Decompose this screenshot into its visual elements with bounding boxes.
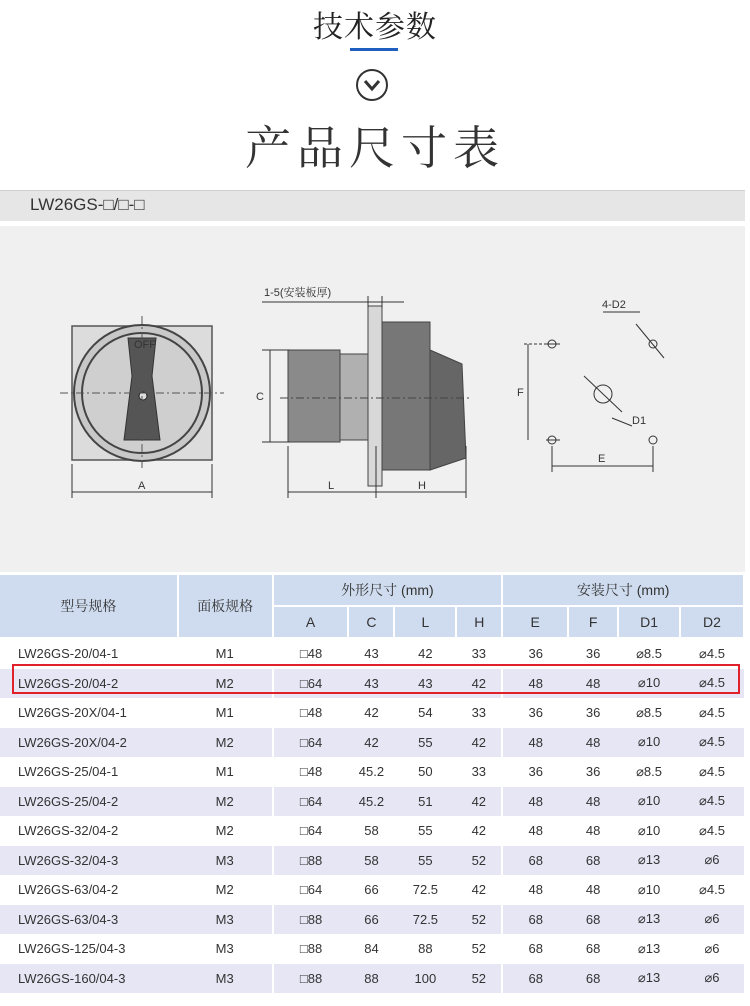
table-cell: LW26GS-63/04-3	[0, 905, 178, 935]
table-cell: 48	[528, 823, 543, 839]
table-cell: 100	[394, 964, 456, 994]
title-underline	[350, 48, 398, 51]
table-cell: 36	[585, 705, 601, 721]
col-mount: 安装尺寸 (mm)	[502, 575, 744, 606]
table-cell: 42	[456, 816, 502, 846]
table-cell: 54	[418, 705, 433, 721]
table-cell: 88	[418, 941, 433, 957]
table-cell: □48	[299, 705, 323, 721]
table-cell: LW26GS-25/04-2	[0, 787, 178, 817]
table-cell: 51	[394, 787, 456, 817]
table-row	[0, 669, 744, 699]
table-cell: ⌀10	[637, 881, 661, 897]
col-model: 型号规格	[0, 575, 178, 638]
table-cell: ⌀8.5	[636, 763, 662, 779]
table-cell: 68	[502, 964, 568, 994]
table-cell: □88	[273, 846, 349, 876]
table-cell: □64	[299, 882, 323, 898]
table-cell: 68	[528, 941, 543, 957]
table-cell: 55	[394, 846, 456, 876]
table-cell: LW26GS-20/04-1	[18, 646, 119, 662]
table-cell: 72.5	[412, 882, 439, 898]
table-cell: 68	[568, 905, 618, 935]
table-cell: □48	[299, 764, 323, 780]
table-cell: 43	[394, 669, 456, 699]
table-row	[0, 846, 744, 876]
table-row	[0, 905, 744, 935]
table-cell: ⌀6	[680, 964, 744, 994]
off-label: OFF	[134, 339, 156, 351]
table-cell: LW26GS-32/04-2	[18, 823, 119, 839]
table-cell: LW26GS-63/04-2	[18, 882, 119, 898]
table-cell: M2	[178, 787, 273, 817]
hole-d1-label: D1	[632, 415, 647, 427]
table-cell: □48	[299, 646, 323, 662]
dim-c-label: C	[256, 391, 264, 403]
table-cell: 48	[502, 728, 568, 758]
col-d1: D1	[618, 606, 680, 638]
table-cell: 52	[456, 905, 502, 935]
dim-c	[262, 350, 290, 442]
table-cell: □64	[299, 823, 323, 839]
table-cell: M2	[178, 728, 273, 758]
table-cell: 36	[528, 764, 543, 780]
table-cell: ⌀4.5	[699, 763, 725, 779]
col-outer: 外形尺寸 (mm)	[273, 575, 503, 606]
hole-4d2-label: 4-D2	[602, 299, 626, 311]
table-cell: 42	[456, 875, 502, 905]
col-c: C	[348, 606, 394, 638]
table-cell: M3	[178, 846, 273, 876]
table-cell: LW26GS-32/04-3	[0, 846, 178, 876]
dim-l-label: L	[328, 480, 335, 492]
table-cell: ⌀6	[680, 905, 744, 935]
table-row	[0, 964, 744, 994]
table-cell: 42	[456, 669, 502, 699]
table-cell: 36	[585, 764, 601, 780]
side-view	[280, 306, 470, 486]
section-title: 技术参数	[313, 10, 437, 45]
table-cell: M3	[178, 905, 273, 935]
table-cell: ⌀10	[618, 787, 680, 817]
col-panel: 面板规格	[178, 575, 273, 638]
table-cell: □88	[273, 964, 349, 994]
table-cell: 36	[585, 646, 601, 662]
table-row	[0, 816, 744, 846]
table-cell: □64	[273, 669, 349, 699]
table-cell: ⌀4.5	[699, 645, 725, 661]
table-cell: M2	[178, 816, 273, 846]
table-cell: LW26GS-20X/04-2	[0, 728, 178, 758]
table-cell: 45.2	[358, 764, 385, 780]
table-cell: ⌀4.5	[699, 881, 725, 897]
table-cell: ⌀13	[618, 905, 680, 935]
table-cell: ⌀4.5	[699, 822, 725, 838]
table-cell: ⌀13	[618, 846, 680, 876]
table-cell: 68	[585, 941, 601, 957]
table-row	[0, 875, 744, 905]
model-label: LW26GS-□/□-□	[30, 195, 145, 214]
dimension-drawing	[0, 226, 745, 572]
table-cell: 72.5	[394, 905, 456, 935]
table-cell: 42	[418, 646, 433, 662]
table-cell: ⌀8.5	[636, 645, 662, 661]
table-cell: M2	[178, 875, 273, 905]
col-d2: D2	[680, 606, 744, 638]
table-cell: M3	[178, 934, 273, 964]
table-cell: ⌀10	[618, 669, 680, 699]
table-cell: 42	[456, 728, 502, 758]
spec-table	[0, 575, 745, 993]
chevron-down-icon	[355, 68, 389, 102]
table-cell: 52	[456, 846, 502, 876]
table-cell: LW26GS-160/04-3	[0, 964, 178, 994]
model-bar	[0, 190, 745, 221]
table-cell: ⌀6	[704, 940, 720, 956]
table-cell: 43	[348, 669, 394, 699]
table-cell: 68	[502, 846, 568, 876]
mount-view	[524, 312, 664, 472]
table-row	[0, 757, 744, 787]
table-cell: ⌀4.5	[680, 787, 744, 817]
table-cell: ⌀6	[680, 846, 744, 876]
dimension-drawing-svg	[0, 226, 745, 572]
table-row	[0, 638, 744, 669]
table-cell: LW26GS-20X/04-1	[18, 705, 127, 721]
table-cell: 48	[585, 823, 601, 839]
thickness-label: 1-5(安装板厚)	[264, 287, 332, 299]
table-cell: 42	[348, 728, 394, 758]
col-f: F	[568, 606, 618, 638]
table-cell: 48	[585, 882, 601, 898]
page-title: 产品尺寸表	[245, 121, 505, 175]
table-cell: 33	[456, 638, 502, 669]
table-cell: 66	[364, 882, 379, 898]
table-cell: M1	[178, 698, 273, 728]
table-cell: M1	[178, 757, 273, 787]
table-cell: ⌀4.5	[680, 728, 744, 758]
table-cell: □64	[273, 728, 349, 758]
table-cell: ⌀13	[618, 964, 680, 994]
table-cell: □88	[299, 941, 323, 957]
table-row	[0, 698, 744, 728]
table-cell: LW26GS-125/04-3	[18, 941, 126, 957]
table-cell: M1	[178, 638, 273, 669]
table-cell: 58	[348, 846, 394, 876]
table-cell: 52	[456, 964, 502, 994]
table-cell: 36	[528, 705, 543, 721]
table-cell: 52	[456, 934, 502, 964]
table-cell: 33	[456, 757, 502, 787]
table-cell: 48	[528, 882, 543, 898]
table-cell: 66	[348, 905, 394, 935]
table-cell: 50	[418, 764, 433, 780]
table-cell: 42	[364, 705, 379, 721]
table-cell: 36	[528, 646, 543, 662]
table-cell: 68	[502, 905, 568, 935]
dim-e-label: E	[598, 453, 606, 465]
table-cell: 45.2	[348, 787, 394, 817]
table-row	[0, 728, 744, 758]
table-cell: ⌀13	[637, 940, 661, 956]
table-cell: ⌀4.5	[680, 669, 744, 699]
table-cell: 48	[502, 787, 568, 817]
table-row	[0, 787, 744, 817]
table-cell: □64	[273, 787, 349, 817]
dim-h-label: H	[418, 480, 426, 492]
table-cell: ⌀8.5	[636, 704, 662, 720]
table-cell: ⌀4.5	[699, 704, 725, 720]
table-cell: 68	[568, 846, 618, 876]
table-cell: 48	[502, 669, 568, 699]
table-cell: M2	[178, 669, 273, 699]
col-e: E	[502, 606, 568, 638]
table-row	[0, 934, 744, 964]
table-cell: 48	[568, 787, 618, 817]
spec-table-body	[0, 638, 744, 993]
table-cell: ⌀10	[618, 728, 680, 758]
table-cell: 84	[364, 941, 379, 957]
dim-a-label: A	[138, 480, 146, 492]
table-cell: 43	[364, 646, 379, 662]
table-cell: 58	[364, 823, 379, 839]
table-cell: 55	[394, 728, 456, 758]
table-cell: 48	[568, 728, 618, 758]
table-cell: 68	[568, 964, 618, 994]
table-cell: 33	[456, 698, 502, 728]
table-cell: 88	[348, 964, 394, 994]
table-cell: LW26GS-20/04-2	[0, 669, 178, 699]
table-cell: ⌀10	[637, 822, 661, 838]
col-l: L	[394, 606, 456, 638]
table-cell: 55	[418, 823, 433, 839]
table-cell: LW26GS-25/04-1	[18, 764, 119, 780]
table-cell: 42	[456, 787, 502, 817]
table-cell: M3	[178, 964, 273, 994]
table-cell: □88	[273, 905, 349, 935]
col-a: A	[273, 606, 349, 638]
dim-f-label: F	[517, 387, 524, 399]
col-h: H	[456, 606, 502, 638]
table-cell: 48	[568, 669, 618, 699]
